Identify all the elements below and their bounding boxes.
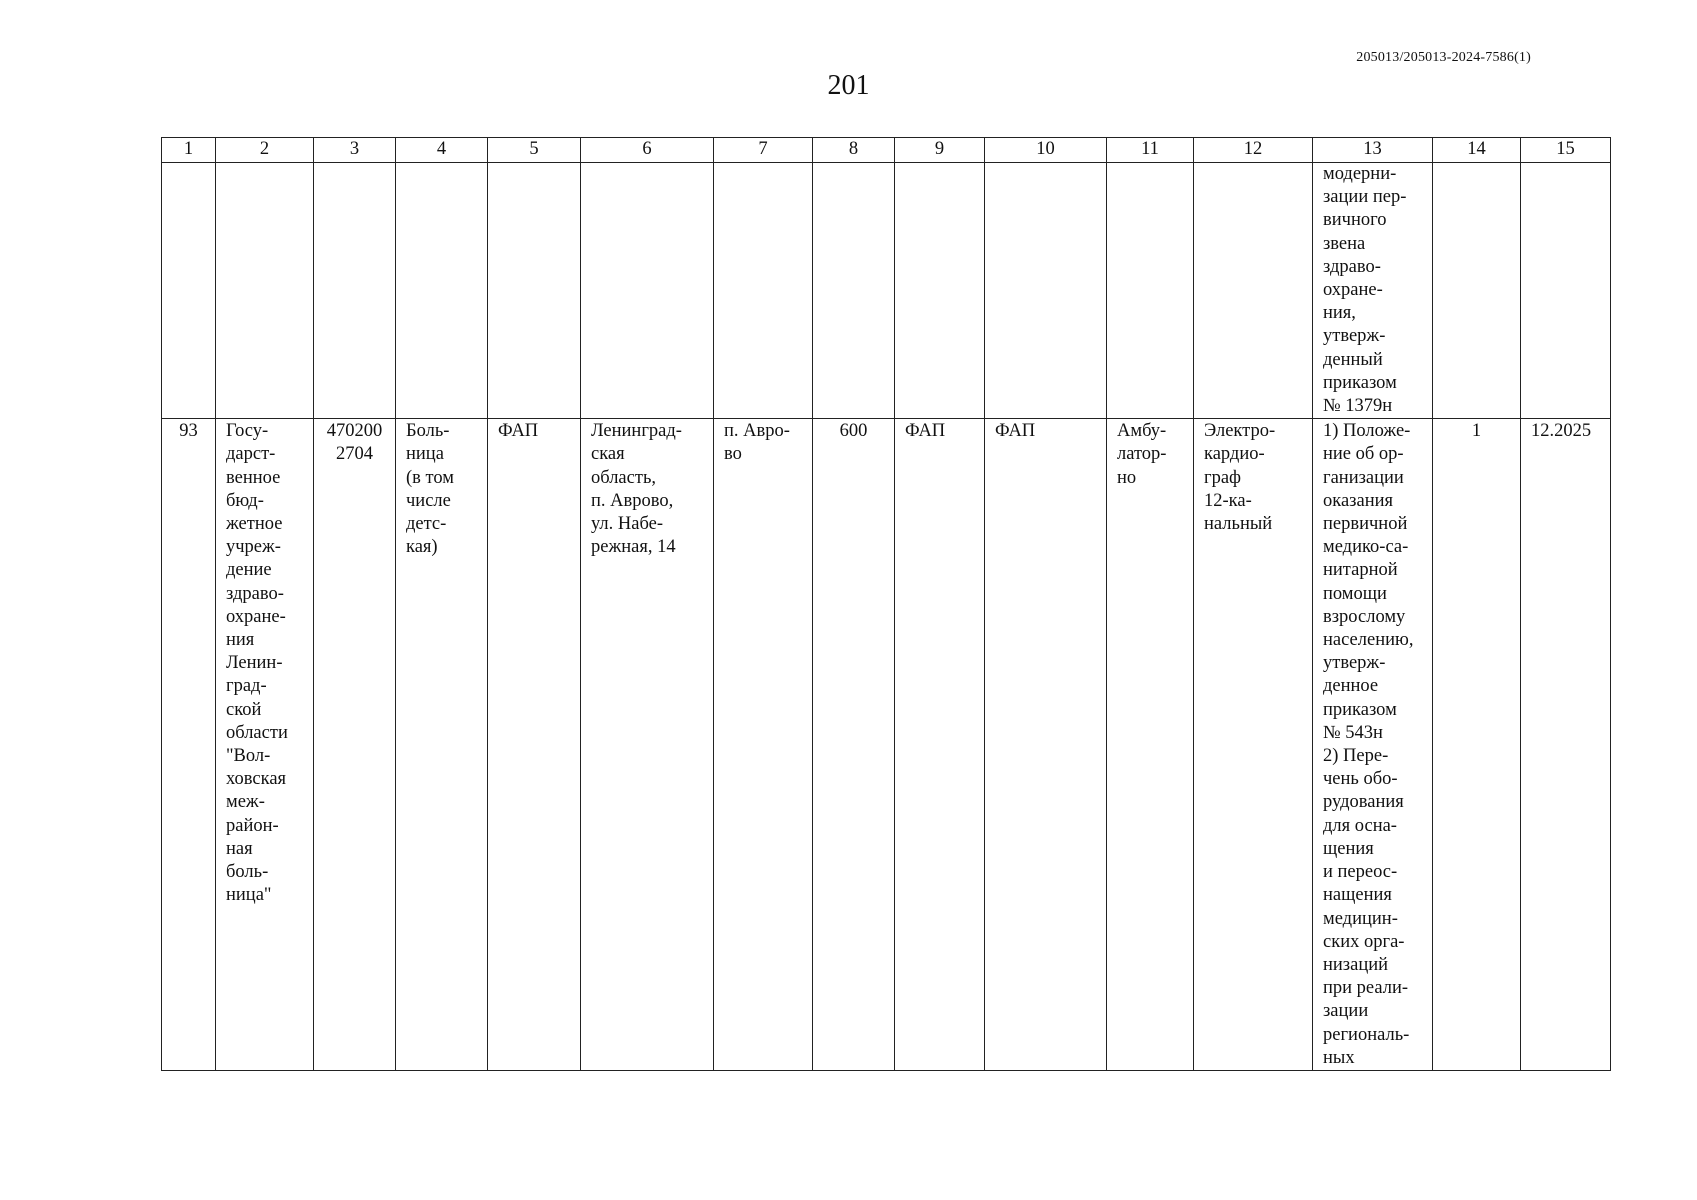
table-cell-organization: Госу- дарст- венное бюд- жетное учреж- дение здраво- охране- ния Ленин- град- ской области "Вол- ховская меж- район- ная боль- ница" — [216, 419, 314, 1071]
column-header: 2 — [216, 138, 314, 163]
table-cell-population: 600 — [813, 419, 895, 1071]
column-header: 6 — [581, 138, 714, 163]
table-cell — [162, 163, 216, 419]
table-cell-code: 470200 2704 — [314, 419, 396, 1071]
table-cell — [1194, 163, 1313, 419]
table-row — [162, 419, 1611, 1071]
table-cell-subdivision: ФАП — [895, 419, 985, 1071]
column-header: 4 — [396, 138, 488, 163]
table-cell-date: 12.2025 — [1521, 419, 1611, 1071]
table-cell — [216, 163, 314, 419]
table-cell — [813, 163, 895, 419]
table-cell — [895, 163, 985, 419]
column-header: 9 — [895, 138, 985, 163]
column-header: 14 — [1433, 138, 1521, 163]
table-cell-care-conditions: Амбу- латор- но — [1107, 419, 1194, 1071]
table-cell — [396, 163, 488, 419]
column-header: 1 — [162, 138, 216, 163]
table-cell — [1521, 163, 1611, 419]
table-cell — [714, 163, 813, 419]
table-cell — [1107, 163, 1194, 419]
table-row-continued — [162, 163, 1611, 419]
column-header: 10 — [985, 138, 1107, 163]
column-header: 5 — [488, 138, 581, 163]
table-cell-locality: п. Авро- во — [714, 419, 813, 1071]
column-header: 3 — [314, 138, 396, 163]
table-cell-regulation: 1) Положе- ние об ор- ганизации оказания первичной медико-са- нитарной помощи взрослому населению, утверж- денное приказом № 543н 2) Пере- чень обо- рудования для осна- щения и переос- нащения медицин- ских орга- низаций при реали- зации региональ- ных — [1313, 419, 1433, 1071]
table-cell — [581, 163, 714, 419]
table-cell-department: ФАП — [985, 419, 1107, 1071]
table-cell-equipment: Электро- кардио- граф 12-ка- нальный — [1194, 419, 1313, 1071]
page-number: 201 — [827, 70, 870, 101]
table-cell-regulation: модерни- зации пер- вичного звена здраво- охране- ния, утверж- денный приказом № 1379н — [1313, 163, 1433, 419]
column-header: 11 — [1107, 138, 1194, 163]
column-number-row — [162, 138, 1611, 163]
column-header: 13 — [1313, 138, 1433, 163]
column-header: 8 — [813, 138, 895, 163]
table-cell-address: Ленинград- ская область, п. Аврово, ул. Набе- режная, 14 — [581, 419, 714, 1071]
table-cell — [1433, 163, 1521, 419]
column-header: 12 — [1194, 138, 1313, 163]
table-cell-quantity: 1 — [1433, 419, 1521, 1071]
table-cell-unit: ФАП — [488, 419, 581, 1071]
data-table — [161, 137, 1611, 1071]
column-header: 7 — [714, 138, 813, 163]
document-id: 205013/205013-2024-7586(1) — [1356, 50, 1531, 65]
table-cell-row-number: 93 — [162, 419, 216, 1071]
column-header: 15 — [1521, 138, 1611, 163]
table-cell — [985, 163, 1107, 419]
table-cell — [314, 163, 396, 419]
table-cell-facility-type: Боль- ница (в том числе детс- кая) — [396, 419, 488, 1071]
table-cell — [488, 163, 581, 419]
